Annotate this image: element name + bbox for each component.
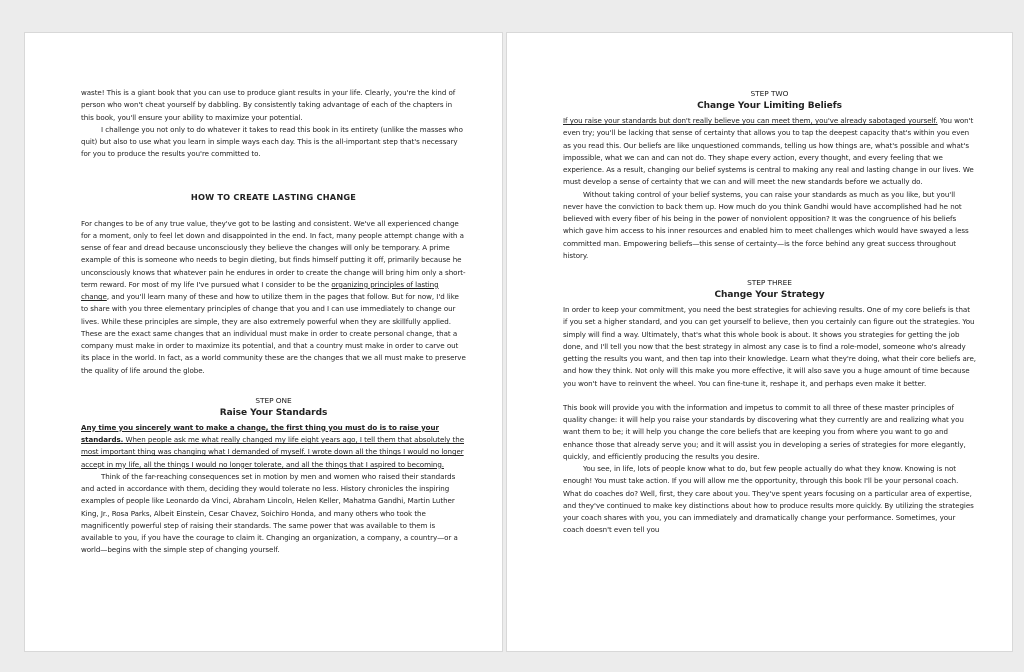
paragraph: Think of the far-reaching consequences set in motion by men and women who raised their standards and acted in accordance with them, deciding they would tolerate no less. History chronicles the inspiring examples of people like Leonardo da Vinci, Abraham Lincoln, Helen Keller, Mahatma Gandhi, Martin Luther King, Jr., Rosa Parks, Albeit Einstein, Cesar Chavez, Soichiro Honda, and many others who took the magnificently powerful step of raising their standards. The same power that was available to them is available to you, if you have the courage to claim it. Changing an organization, a company, a country—or a world—begins with the simple step of changing yourself.	[81, 471, 458, 555]
text-run: , and you'll learn many of these and how to utilize them in the pages that follow. But for now, I'd like to share with you three elementary principles of change that you and I can use immediately to change our lives. While these principles are simple, they are also extremely powerful when they are skillfully applied. These are the exact same changes that an individual must make in order to create personal change, that a company must make in order to maximize its potential, and that a country must make in order to carve out its place in the world. In fact, as a world community these are the changes that we all must make to preserve the quality of life around the globe.	[81, 292, 466, 375]
step-title: Change Your Limiting Beliefs	[697, 101, 842, 111]
step-title: Change Your Strategy	[714, 290, 825, 300]
underlined-phrase: When people ask me what really changed my life eight years ago, I tell them that absolutely the most important thing was changing what I demanded of myself. I wrote down all the things I would no longer accept in my life, all the things I would no longer tolerate, and all the things that I aspired to becoming.	[81, 435, 465, 469]
document-page-left	[24, 32, 503, 652]
bold-underlined-phrase: Any time you sincerely want to make a change, the first thing you must do is to raise your standards.	[81, 422, 439, 444]
text-run: For changes to be of any true value, they've got to be lasting and consistent. We've all experienced change for a moment, only to feel let down and disappointed in the end. In fact, many people attempt change with a sense of fear and dread because unconsciously they believe the changes will only be temporary. A prime example of this is someone who needs to begin dieting, but finds himself putting it off, primarily because he unconsciously knows that whatever pain he endures in order to create the change will bring him only a short-term reward. For most of my life I've pursued what I consider to be the	[81, 218, 466, 289]
paragraph: This book will provide you with the information and impetus to commit to all three of these master principles of quality change: it will help you raise your standards by discovering what they currently are and realizing what you want them to be; it will help you change the core beliefs that are keeping you from where you want to go and enhance those that already serve you; and it will assist you in developing a series of strategies for more elegantly, quickly, and efficiently producing the results you desire.	[563, 402, 966, 461]
paragraph: I challenge you not only to do whatever it takes to read this book in its entirety (unlike the masses who quit) but also to use what you learn in simple ways each day. This is the all-important step that's necessary for you to produce the results you're committed to.	[81, 124, 463, 159]
paragraph: waste! This is a giant book that you can use to produce giant results in your life. Clearly, you're the kind of person who won't cheat yourself by dabbling. By consistently taking advantage of each of the chapters in this book, you'll ensure your ability to maximize your potential.	[81, 88, 456, 122]
step-title: Raise Your Standards	[219, 407, 328, 418]
step-label: STEP TWO	[750, 89, 789, 98]
paragraph	[563, 115, 976, 189]
paragraph	[81, 218, 466, 377]
step-label: STEP THREE	[747, 278, 792, 287]
paragraph	[81, 422, 466, 471]
underlined-phrase: organizing principles of lasting change	[81, 279, 439, 301]
step-label: STEP ONE	[255, 395, 292, 405]
paragraph: In order to keep your commitment, you need the best strategies for achieving results. One of my core beliefs is that if you set a higher standard, and you can get yourself to believe, then you certainly can figure out the strategies. You simply will find a way. Ultimately, that's what this whole book is about. It shows you strategies for getting the job done, and I'll tell you now that the best strategy in almost any case is to find a role-model, someone who's already getting the results you want, and then tap into their knowledge. Learn what they're doing, what their core beliefs are, and how they think. Not only will this make you more effective, it will also save you a huge amount of time because you won't have to reinvent the wheel. You can fine-tune it, reshape it, and perhaps even make it better.	[563, 305, 977, 388]
document-page-right	[506, 32, 1013, 652]
underlined-phrase: If you raise your standards but don't really believe you can meet them, you've already sabotaged yourself.	[563, 116, 938, 125]
paragraph: You see, in life, lots of people know what to do, but few people actually do what they know. Knowing is not enough! You must take action. If you will allow me the opportunity, through this book I'll be your personal coach. What do coaches do? Well, first, they care about you. They've spent years focusing on a particular area of expertise, and they've continued to make key distinctions about how to produce results more quickly. By utilizing the strategies your coach shares with you, you can immediately and dramatically change your performance. Sometimes, your coach doesn't even tell you	[563, 464, 974, 535]
text-run: You won't even try; you'll be lacking that sense of certainty that allows you to tap the deepest capacity that's within you even as you read this. Our beliefs are like unquestioned commands, telling us how things are, what's possible and what's impossible, what we can and can not do. They shape every action, every thought, and every feeling that we experience. As a result, changing our belief systems is central to making any real and lasting change in our lives. We must develop a sense of certainty that we can and will meet the new standards before we actually do.	[563, 116, 974, 187]
paragraph: Without taking control of your belief systems, you can raise your standards as much as you like, but you'll never have the conviction to back them up. How much do you think Gandhi would have accomplished had he not believed with every fiber of his being in the power of nonviolent opposition? It was the congruence of his beliefs which gave him access to his inner resources and enabled him to meet challenges which would have swayed a less committed man. Empowering beliefs—this sense of certainty—is the force behind any great success throughout history.	[563, 189, 969, 260]
section-heading: HOW TO CREATE LASTING CHANGE	[190, 191, 357, 202]
